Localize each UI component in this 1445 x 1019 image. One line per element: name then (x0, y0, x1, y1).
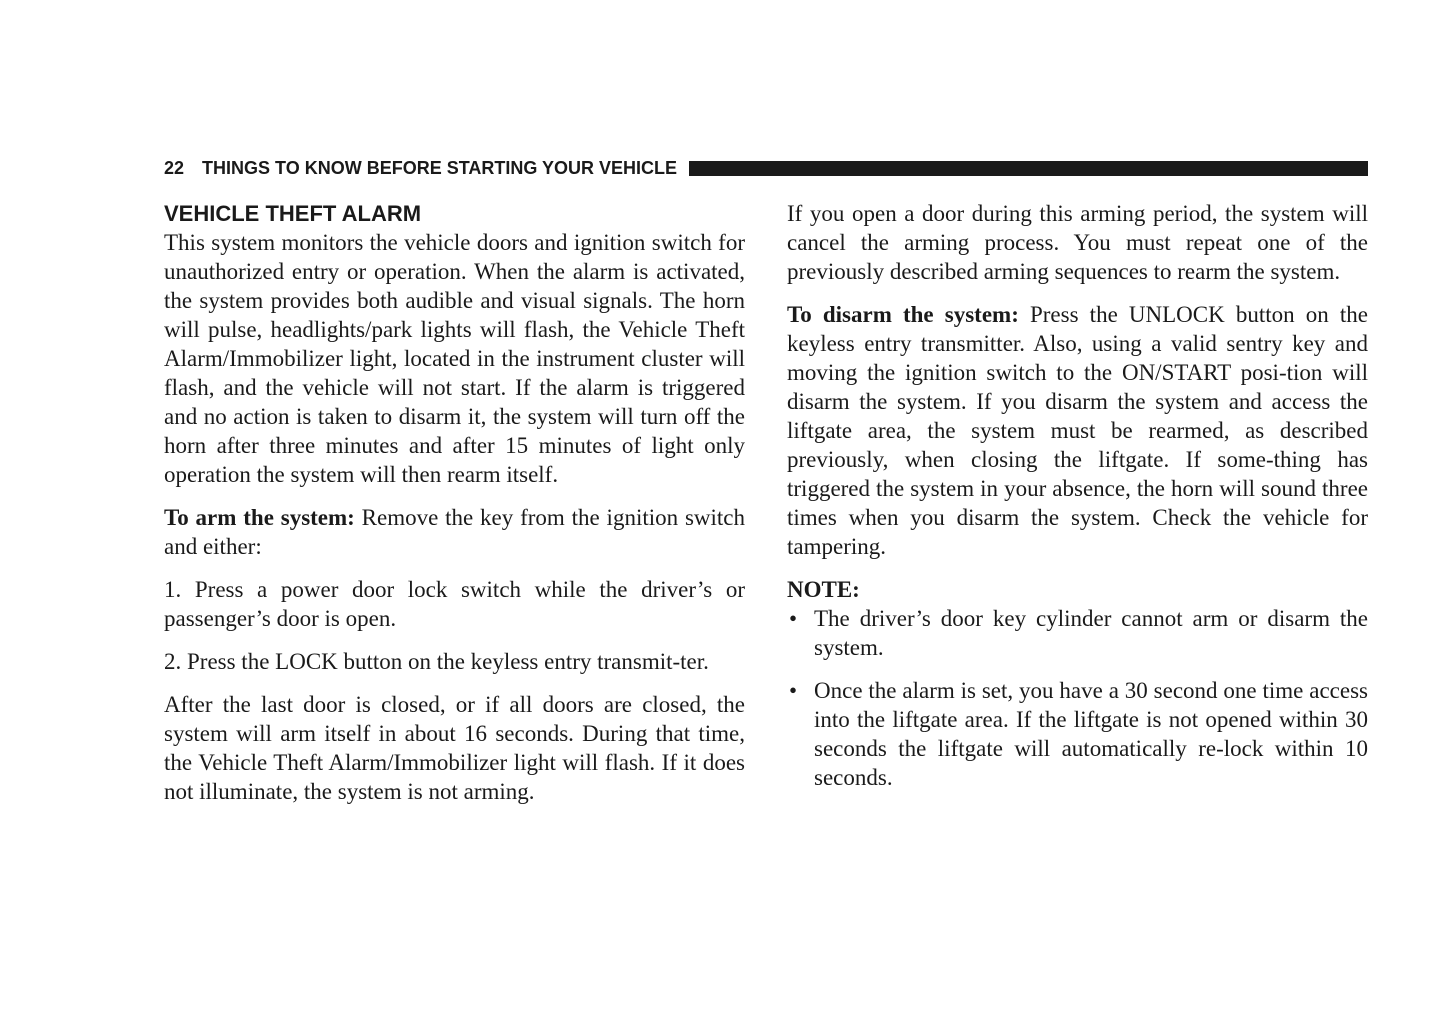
note-item (787, 676, 1368, 792)
header-rule (689, 161, 1368, 176)
bullet-icon: • (789, 606, 798, 631)
page-header (164, 156, 1368, 180)
intro-paragraph: This system monitors the vehicle doors and ignition switch for unauthorized entry or operation. When the alarm is activated, the system provides both audible and visual signals. The horn will pulse, headlights/park lights will flash, the Vehicle Theft Alarm/Immobilizer light, located in the instrument cluster will flash, and the vehicle will not start. If the alarm is triggered and no action is taken to disarm it, the system will turn off the horn after three minutes and after 15 minutes of light only operation the system will then rearm itself. (164, 230, 745, 487)
disarm-paragraph (787, 300, 1368, 561)
bullet-icon: • (789, 678, 798, 703)
chapter-title: THINGS TO KNOW BEFORE STARTING YOUR VEHICLE (202, 157, 678, 178)
after-close-paragraph: After the last door is closed, or if all doors are closed, the system will arm itself in about 16 seconds. During that time, the Vehicle Theft Alarm/Immobilizer light will flash. If it does not illuminate, the system is not arming. (164, 692, 745, 804)
note-list (787, 604, 1368, 792)
note-text: Once the alarm is set, you have a 30 second one time access into the liftgate area. If the liftgate is not opened within 30 seconds the liftgate will automatically re-lock within 10 seconds. (814, 678, 1368, 790)
right-column (787, 199, 1368, 806)
note-item (787, 604, 1368, 662)
disarm-text: Press the UNLOCK button on the keyless entry transmitter. Also, using a valid sentry key and moving the ignition switch to the ON/START posi-tion will disarm the system. If you disarm the system and access the liftgate area, the system must be rearmed, as described previously, when closing the liftgate. If some-thing has triggered the system in your absence, the horn will sound three times when you disarm the system. Check the vehicle for tampering. (787, 302, 1368, 559)
cancel-paragraph: If you open a door during this arming period, the system will cancel the arming process. You must repeat one of the previously described arming sequences to rearm the system. (787, 201, 1368, 284)
arm-text: Remove the key from the ignition switch and either: (164, 505, 745, 559)
left-column (164, 199, 745, 820)
note-title: NOTE: (787, 577, 860, 602)
disarm-lead: To disarm the system: (787, 302, 1019, 327)
arm-step-2: 2. Press the LOCK button on the keyless entry transmit-ter. (164, 649, 709, 674)
arm-lead: To arm the system: (164, 505, 355, 530)
arm-step-1: 1. Press a power door lock switch while the driver’s or passenger’s door is open. (164, 577, 745, 631)
note-text: The driver’s door key cylinder cannot arm or disarm the system. (814, 606, 1368, 660)
section-title: VEHICLE THEFT ALARM (164, 201, 422, 226)
arm-paragraph (164, 503, 745, 561)
page-number: 22 (164, 157, 185, 178)
